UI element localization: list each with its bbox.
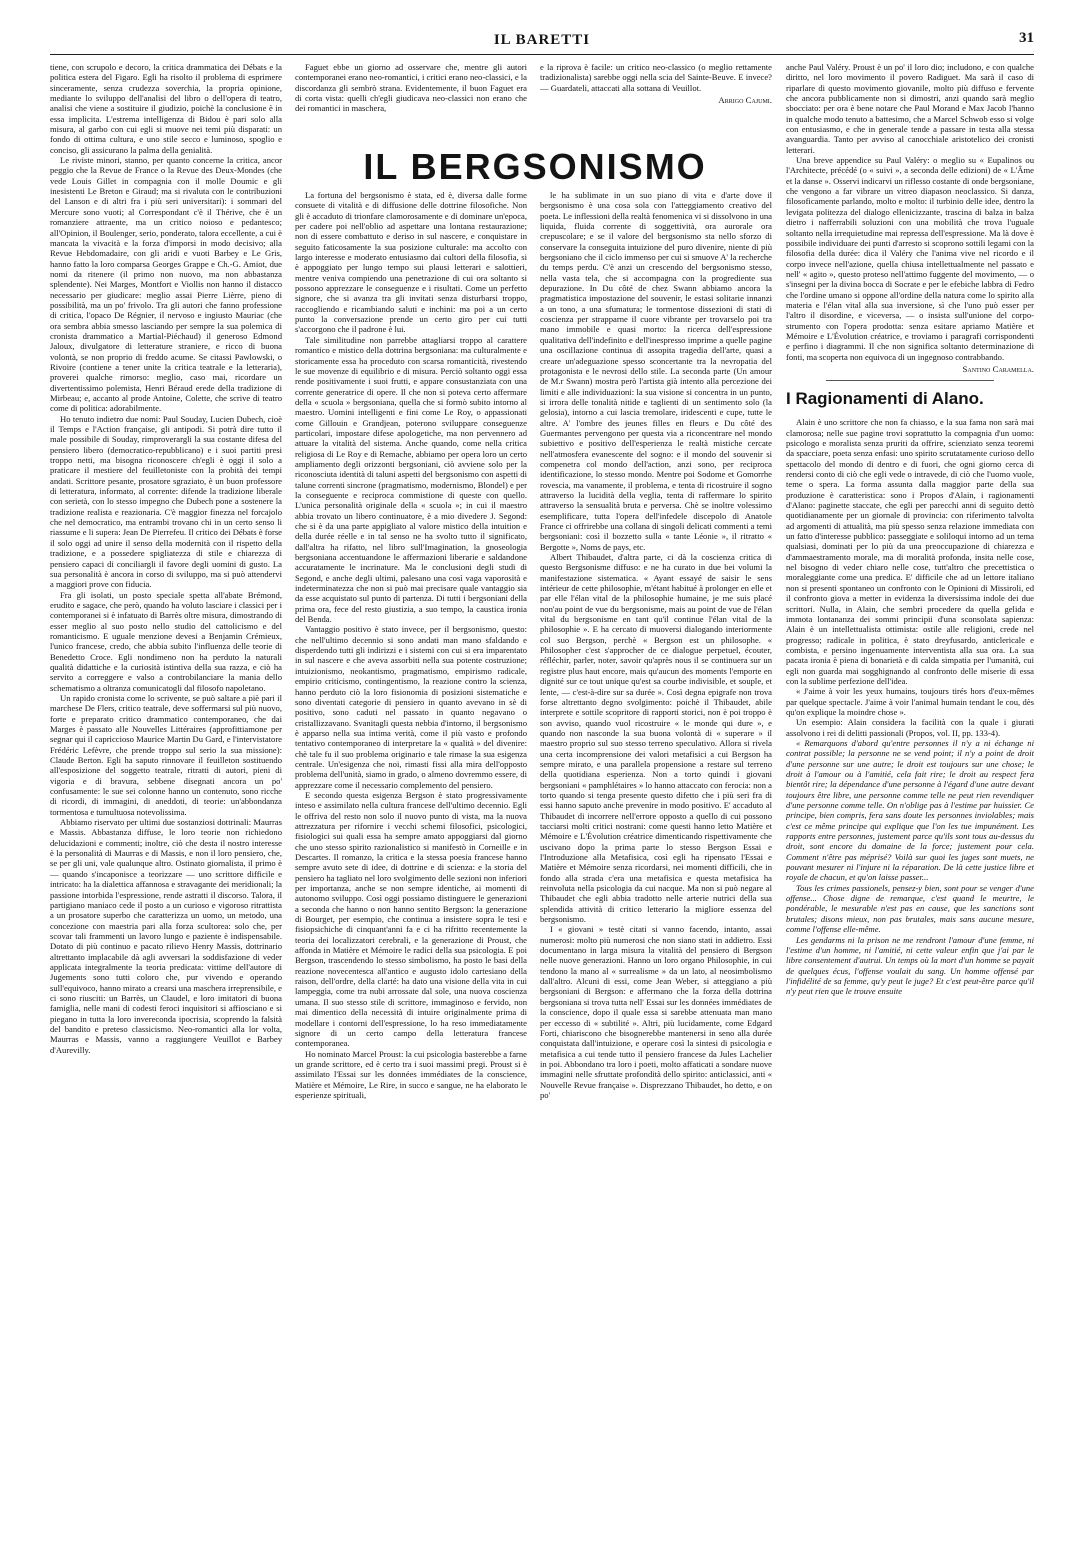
section-divider: [826, 380, 994, 381]
article-paragraph: E secondo questa esigenza Bergson è stato progressivamente inteso e assimilato nella cultura francese dell'ultimo decennio. Egli le offriva del resto non solo il nuovo punto di vista, ma la nuova attrezzatura per rifornire i vecchi schemi filosofici, psicologici, fisiologici sui quali essa ha sempre amato appoggiarsi dal giorno che uno stesso spirito razionalistico si manifestò in Corneille e in Descartes. Il romanzo, la critica e la stessa poesia francese hanno sempre avuto sete di idee, di dottrine e di scienza: e la storia del pensiero ha tagliato nel loro svolgimento delle sezioni non inferiori per importanza, anche se non sempre identiche, ai momenti di autonomo sviluppo. Così oggi possiamo distinguere le generazioni a seconda che hanno o non hanno sentito Bergson: la generazione di Bourget, per esempio, che continua a insistere sopra le tesi e fisiopsichiche di cinquant'anni fa e ci ha rifritto recentemente la teoria dei localizzatori cerebrali, e la generazione di Proust, che affonda in Matière et Mémoire le radici della sua psicologia. E poi Bergson, trascendendo lo stesso simbolismo, ha posto le basi della reazione novecentesca all'antico e augusto idolo cartesiano della raison, dell'ordre, della clarté: ha dato una visione della vita in cui lampeggia, come tra nubi arrossate dal sole, una nuova coscienza umana. Il suo stesso stile di scrittore, immaginoso e fervido, non mai dimentico della necessità di intuire originalmente prima di modellare i contorni dell'espressione, lo ha reso immediatamente signore di un certo campo della letteratura francese contemporanea.: [295, 789, 527, 1049]
bergsonismo-column-left: [295, 190, 527, 1524]
page-number: 31: [1019, 30, 1034, 46]
article-paragraph: Le riviste minori, stanno, per quanto concerne la critica, ancor peggio che la Revue de France o la Revue des Deux-Mondes (che vede Louis Gillet in compagnia con il molle Doumic e gli inesistenti Le Breton e Giraud; ma si rivaluta con le contribuzioni del Lanson e di altri fra i più seri universitari): i sommari del Mercure sono vuoti; al Correspondant c'è il Thérive, che è un romanziere attraente, ma un critico noioso e pedantesco; all'Opinion, il Boulenger, serio, ponderato, talora eccellente, a cui è mancata la vivacità e la forza d'imporsi in modo decisivo; alla Revue Hebdomadaire, con gli aridi e vuoti Barbey e Le Gris, hanno fatto la loro comparsa Georges Grappe e Ch.-G. Amiot, due nomi da ritenere (il primo non nuovo, ma non abbastanza splendente). Nei Marges, Montfort e Viollis non hanno il distacco necessario per giudicare: meglio assai Pierre Lièrre, pieno di possibilità, ma un po' frivolo. Tra gli autori che fanno professione di critica, l'opaco De Régnier, il nervoso e ingiusto Mauriac (che ora sembra abbia smesso lasciando per sempre la sua polemica di cronista drammatico a Martial-Piéchaud) il generoso Edmond Jaloux, divulgatore di letterature straniere, e ricco di buona volontà, se non proprio di freddo acume. Se citassi Pawlowski, o Rivoire (contiene a tener unite la critica teatrale e la letteraria), proverei qualche rimorso: meglio, caso mai, ricordare un divertentissimo polemista, Henri Béraud erede della tradizione di Mirbeau; e, accanto al prode Antoine, Colette, che scrive di teatro come di politica: adorabilmente.: [50, 155, 282, 414]
column-4: [786, 62, 1034, 1522]
column-3-top: [540, 62, 772, 146]
bergsonismo-column-right: [540, 190, 772, 1524]
article-paragraph: Una breve appendice su Paul Valéry: o meglio su « Eupalinos ou l'Architecte, précédé (o « suivi », a seconda delle edizioni) de « L'Âme et la danse ». Osservi indicarvi un riflesso costante di onde bergsoniane, che vengono a far vibrare un vitreo diapason neoclassico. Si danza, filosoficamente parlando, molto e molto: il turbinio delle idee, dentro la levigata politezza del dialogo ellenicizzante, trascina di balza in balza dietro i nafferrabili soluzioni con una mobilità che trova l'uguale soltanto nella irrequietudine mai repressa dell'espressione. Ma là dove è possibile individuare dei punti d'arresto si scoprono sottili legami con la filosofia della durée: dica il Valéry che l'anima vive nel ricordo e il corpo invece nell'azione, quella chiusa intellettualmente nel passato e nell' « agito », questo proteso nell'attimo fuggente del movimento, — o s'insegni per la divina bocca di Socrate e per le efebiche labbra di Fedro che l'ordine umano si oppone all'ordine della natura come lo spirito alla materia e l'élan vital alla sua inversione, sì che l'uno può esser per l'altro il disordine, e viceversa, — o insista sull'unione del corpo-strumento con l'opera prodotta: senza esitare apriamo Matière et Mémoire e L'Évolution créatrice, e troviamo i paragrafi corrispondenti e perfino i diagrammi. Il che non significa soltanto determinazione di fonti, ma scoperta non equivoca di un ingegnoso contrabbando.: [786, 155, 1034, 362]
page-header: [50, 30, 1034, 50]
column-1: [50, 62, 282, 1522]
quote-paragraph: Les gendarms ni la prison ne me rendront l'amour d'une femme, ni l'estime d'un homme, ni l'amitié, ni cette valeur enfin que j'ai par le libre consentement d'autrui. Un temps où la mort d'un homme se payait de quelques écus, l'offense voulait du sang. Un homme offensé par l'infidélité de sa femme, qu'y peut le juge? Et c'est peut-être parce qu'il n'y peut rien que le trouve ensuite: [786, 934, 1034, 997]
quote-paragraph: « J'aime à voir les yeux humains, toujours tirés hors d'eux-mêmes par quelque spectacle. J'aime à voir l'animal humain tendant le cou, dès qu'on explique la moindre chose ».: [786, 686, 1034, 717]
article-paragraph: tiene, con scrupolo e decoro, la critica drammatica dei Débats e la politica estera del Figaro. Egli ha risolto il problema di esprimere sinceramente, senza crudezza soverchia, la propria opinione, mediante lo sviluppo dell'analisi del libro o dell'opera di teatro, analisi che viene a sostituire il giudizio, poichè la conclusione è in essa implicita. L'estrema intelligenza di Bidou è pari solo alla misura, al garbo con cui egli si muove nei temi più disparati: un fondo di ottima cultura, e uno stile secco e luminoso, spoglio e conciso, gli assicurano la palma della genialità.: [50, 62, 282, 155]
header-rule: [50, 54, 1034, 55]
article-paragraph: e la riprova è facile: un critico neo-classico (o meglio rettamente tradizionalista) sarebbe oggi nella scia del Sainte-Beuve. E invece? — Guardateli, attaccati alla sottana di Veuillot.: [540, 62, 772, 93]
article-paragraph: Fra gli isolati, un posto speciale spetta all'abate Brémond, erudito e sagace, che però, quando ha voluto lasciare i classici per i contemporanei si è infatuato di Barrès oltre misura, dimostrando di esser meglio al suo posto nello studio del cattolicismo e del romanticismo. E uguale menzione devesi a Benjamin Crémieux, l'unico francese, credo, che abbia subito l'influenza delle teorie di Benedetto Croce. Egli nondimeno non ha perduto la naturali qualità didattiche e la curiosità istintiva della sua razza, e ciò ha servito a correggere e valso a controbilanciare la mania dello schematismo a oltranza comunicatogli dal filosofo napoletano.: [50, 589, 282, 693]
column-2-top: [295, 62, 527, 146]
quote-paragraph: « Remarquons d'abord qu'entre personnes il n'y a ni échange ni contrat possible; la personne ne se vend point; il n'y a point de droit d'une personne sur une autre; le droit est toujours sur une chose; le droit à l'amour ou à l'amitié, cela fait rire; le droit au respect fera bientôt rire; la dépendance d'une personne à l'égard d'une autre devant toujours être libre, une personne comme telle ne peut rien revendiquer d'une personne comme telle. On n'oblige pas à l'estime par huissier. Ce principe, bien compris, fera sans doute les personnes inviolables; mais c'est ce même principe qui explique que l'on les tue impunément. Les rapports entre personnes, justement parce qu'ils sont tous au-dessus du droit, sont encore du domaine de la force; justement pour cela. Comment n'être pas méprisé? Voilà sur quoi les juges sont muets, ne pouvant mesurer ni l'injure ni la réparation. De là cette justice libre et royale de chacun, et qu'on laisse passer...: [786, 737, 1034, 883]
bergsonismo-title: IL BERGSONISMO: [363, 146, 707, 187]
article-paragraph: le ha sublimate in un suo piano di vita e d'arte dove il bergsonismo è una cosa sola con l'atteggiamento creativo del poeta. Le inflessioni della realtà fenomenica vi si dissolvono in una liquida, fluida corrente di soggettività, ora aurorale ora crepuscolare; e se il valore del bergsonismo sta nello sforzo di conservare la conseguita intuizione del puro divenire, niente di più bergsoniano che il ciclo immenso per cui si smuove A' la recherche du temps perdu. C'è anzi un crescendo del bergsonismo stesso, nella vasta tela, che si accompagna con la progrediente sua depurazione. In Du côté de chez Swann abbiamo ancora la pragmatistica impostazione del souvenir, le estasi solitarie innanzi a un tono, a una sfumatura; le tormentose dissezioni di stati di coscienza per strapparne il cuore vibrante per trovarselo poi tra mano immobile e quasi morto: la ricerca dell'espressione qualitativa dell'indefinito e dell'inespresso imprime a quelle pagine una oscillazione continua di assopita tragedia dell'arte, quasi a creare un'adeguazione spesso sconcertante tra la nevropatia del protagonista e le nevrosi dello stile. La seconda parte (Un amour de M.r Swann) mostra però l'artista già intento alla percezione dei limiti e alle individuazioni: la sua visione si concentra in un punto, si irrora delle tonalità nitide e taglienti di un sentimento solo (la gelosia), intorno a cui lascia tremolare, iridescenti e cupe, tutte le altre. A' l'ombre des jeunes filles en fleurs e Du côté des Guermantes pervengono per questa via a riconcentrare nel mondo subiettivo e positivo dell'esperienza le realtà mistiche cercate nell'atmosfera evanescente del sogno: e il mondo del souvenir si compenetra col mondo dell'action, anzi sono, per reciproca identificazione, lo stesso mondo. Mentre poi Sodome et Gomorrhe rovescia, ma vanamente, il problema, e tenta di ricostruire il sogno attraverso la lucidità della veglia, tenta di raffermare lo spirito attraverso la sensualità bruta e perversa. Chè se inoltre volessimo esemplificare, tutta l'opera dell'infedele discepolo di Anatole France ci offrirebbe una collana di singoli delicati commenti a temi bergsoniani: così il bozzetto sulla « tante Léonie », il ritratto « Bergotte », Noms de pays, etc.: [540, 190, 772, 552]
article-paragraph: Vantaggio positivo è stato invece, per il bergsonismo, questo: che nell'ultimo decennio si sono andati man mano sfaldando e disperdendo tutti gli indirizzi e i sistemi con cui si era imparentato in sul nascere e che aveva assorbiti nella sua potente costruzione; intuizionismo, neokantismo, pragmatismo, empirismo radicale, empirio criticismo, contingentismo, la reazione contro la scienza, hanno perduto ciò la loro fisionomia di posizioni sistematiche e sono diventati categorie di pensiero in quanto avevano in sè di positivo, sono caduti nel passato in quanto negavano o cristallizzavano. Svanitagli questa nebbia d'intorno, il bergsonismo è apparso nella sua intima verità, come il più vasto e profondo tentativo contemporaneo di interpretare la « qualità » del divenire: chè tale fu il suo problema originario e tale rimase la sua esigenza centrale. Un'esigenza che noi, rimasti fissi alla mira dell'opposto problema dell'unità, siamo in grado, o almeno dovremmo essere, di apprezzare come il necessario complemento del pensiero.: [295, 624, 527, 790]
article-paragraph: Tale similitudine non parrebbe attagliarsi troppo al carattere romantico e mistico della dottrina bergsoniana: ma culturalmente e storicamente essa ha proceduto con scarsa romanticità, rivestendo le sue movenze di equilibrio e di misura. Perciò soltanto oggi essa rende positivamente i suoi frutti, e appare consustanziata con una corrente generatrice di opere. Il che non si poteva certo affermare della « scuola » bergsoniana, quella che si formò subito intorno al maestro. Uomini intelligenti e fini come Le Roy, o appassionati come Gillouin e Grandjean, poterono sviluppare conseguenze particolari, impostare difese apologetiche, ma non pervennero ad attuare la vitalità del sistema. Anche quando, come nella critica religiosa di Le Roy e di Remache, abbiamo per opera loro un certo ampliamento degli orizzonti bergsoniani, ciò avviene solo per la riconosciuta identità di taluni aspetti del bergsonismo con aspetti di talune correnti sincrone (pragmatismo, modernismo, Blondel) e per la conseguente e reciproca commistione di queste con quello. L'unica personalità originale della « scuola »; in cui il maestro abbia trovato un libero continuatore, è a mio divedere J. Segond: che si è da una parte appigliato al valore mistico della intuition e della durée réelle e in tal senso ne ha svolto tutto il significato, dall'altra ha rifatto, nel libro sull'Imagination, la gnoseologia bergsoniana accentuandone le affermazioni liberarie e saldandone accuratamente le incrinature. Ma le conclusioni degli studi di Segond, e anche degli ultimi, palesano una così vaga vaporosità e indeterminatezza che non si può mai precisare quale vantaggio sia da esse acquistato sul punto di partenza. Di tutti i bergsoniani della prima ora, fece del resto giustizia, a suo tempo, la caustica ironia del Benda.: [295, 334, 527, 625]
article-paragraph: Alain è uno scrittore che non fa chiasso, e la sua fama non sarà mai clamorosa; nelle sue pagine trovi soprattutto la compagnia d'un uomo: psicologo e moralista senza pruriti da offrire, scienziato senza teoremi da spacciare, poeta senza enfasi: uno spirito scrutatamente curioso dello spettacolo del mondo di dentro e di fuori, che ogni giorno cerca di rendersi conto di ciò che egli vede o intravede, di ciò che l'uomo vuole, teme o spera. La forma assunta dalla maggior parte della sua produzione è caratteristica: sono i Propos d'Alain, i ragionamenti d'Alano: paginette staccate, che egli per parecchi anni di seguito dettò quotidianamente per un giornale di provincia: con riferimento talvolta ad argomenti di attualità, ma più spesso senza relazione immediata con un fatto d'interesse pubblico: passeggiate e soliloqui intorno ad un tema qualsiasi, dominati per lo più da una preoccupazione di chiarezza e d'ammaestramento morale, ma di moralità profonda, insita nelle cose, nel bisogno di veder chiaro nelle cose, tutt'altro che precettistica o moraleggiante come una predica. E' difficile che ad un lettore italiano non si presenti spontaneo un confronto con le Opinioni di Missiroli, ed il confronto giova a metter in evidenza la diversissima indole dei due scrittori. Nulla, in Alain, che sembri procedere da quella gelida e immota lontananza dei sommi principii d'una sconsolata sapienza: Alain è un intellettualista ottimista: ostile alle religioni, crede nel progresso; radicale in politica, è stato dreyfusardo, anticlericale e combista, e persino ingenuamente interventista alla sua ora. La sua pacata ironia è piena di bonarietà e di calda simpatia per l'umanità, cui egli non guarda mai sogghignando al confronto delle miserie di essa con la sublime perfezione dell'idea.: [786, 417, 1034, 686]
author-signature: Santino Caramella.: [962, 363, 1034, 374]
article-paragraph: Albert Thibaudet, d'altra parte, ci dà la coscienza critica di questo Bergsonisme diffuso: e ne ha curato in due bei volumi la manifestazione sistematica. « Ayant essayé de saisir le sens intérieur de cette philosophie, m'étant habitué à prolonger en elle et par elle l'élan vital de la philosophie humaine, je me suis placé non'au point de vue du bergsonisme, mais au point de vue de l'élan vital du bergsonisme en tant qu'il continue l'élan vital de la philosophie ». E ha cercato di muoversi dialogando interiormente col suo Bergson, perchè « Bergson est un philosophe. « Philosopher c'est s'approcher de ce dialogue perpetuel, écouter, réfléchir, parler, noter, savoir qu'après nous il se continuera sur un registre plus haut encore, mais qu'aucun des moments l'emporte en dignité sur ce tout unique qu'est sa courbe indivisible, et souple, et lente, — c'est-à-dire sur sa durée ». Così degna epigrafe non trova forse altrettanto degno svolgimento: poichè il Thibaudet, abile interprete e sottile scopritore di rapporti storici, non è poi troppo è son avviso, quando vuol ricostruire « le monde qui dure », e quando non nasconde la sua buona volontà di « superare » il maestro proprio sul suo stesso terreno speculativo. Allora si rivela una certa incomprensione dei valori metafisici a cui Bergson ha sempre mirato, e una parallela propensione a restare sul terreno della quotidiana esperienza. Non a torto quindi i giovani bergsoniani « pamphlétaires » lo hanno attaccato con ferocia: non a torto quando si tenga presente questo difetto che i più seri fra di essi hanno saputo anche prevenire in modo positivo. E' accaduto al Thibaudet di incorrere nell'errore opposto a quello di cui possono tacciarsi molti critici nostrani: come questi hanno letto Matière et Mémoire e L'Évolution créatrice dimenticando rispettivamente che uscivano dopo la prima parte lo stesso Bergson Essai e l'Introduzione alla Metafisica, così egli ha ripensato l'Essai e Matière et Mémoire senza ricordarsi, nei momenti difficili, che in fondo alla strada c'era una metafisica e questa metafisica ha reinvoluta nella psicologia da cui nacque. Ma non si può negare al Thibaudet che egli abbia tradotto nelle arterie nutrici della sua splendida attività di critico letterario la migliore essenza del bergsonismo.: [540, 552, 772, 925]
article-paragraph: Ho nominato Marcel Proust: la cui psicologia basterebbe a farne un grande scrittore, ed è certo tra i suoi massimi pregi. Proust si è assimilato l'Essai sur les données immédiates de la conscience, Matière et Mémoire, Le Rire, in succo e sangue, ne ha elaborato le esperienze spirituali,: [295, 1048, 527, 1100]
article-paragraph: anche Paul Valéry. Proust è un po' il loro dio; includono, e con qualche diritto, nel loro movimento il povero Radiguet. Ma sarà il caso di riparlare di questo movimento giovanile, molto più diffuso e fervente che ancora pubblicamente non si dimostri, anzi quando sarà meglio sbocciato: per ora è bene notare che Paul Morand e Max Jacob l'hanno in qualche modo tenuto a battesimo, che a Marcel Schwob esso si volge con entusiasmo, e che in generale tende a passare in testa alla stessa avanguardia. Tanto per avviso al canocchiale aristotelico dei cronisti letterari.: [786, 62, 1034, 155]
article-paragraph: Un rapido cronista come lo scrivente, se può saltare a piè pari il marchese De Flers, critico teatrale, deve soffermarsi sul più nuovo, forte e preparato critico drammatico contemporaneo, che dai Marges è passato alle Nouvelles Littéraires (approfittiamone per segnar qui il capriccioso Maurice Martin Du Gard, e l'intervistatore Frédéric Lefèvre, che prende troppo sul serio la sua missione): Claude Berton. Egli ha saputo rinnovare il feuilleton sostituendo all'esposizione del soggetto teatrale, ritratti di autori, pieni di vigoria e di bravura, sebbene disegnati ancora un po' confusamente: le sue sei colonne hanno un contenuto, sono ricche di ricordi, di immagini, di aneddoti, di teorie: un'abbondanza tormentosa e tumultuosa notevolissima.: [50, 692, 282, 817]
author-signature: Arrigo Cajumi.: [718, 95, 772, 106]
article-paragraph: Ho tenuto indietro due nomi: Paul Souday, Lucien Dubech, cioè il Temps e l'Action française, gli antipodi. Si potrà dire tutto il male possibile di Souday, rimproverargli la sua costante difesa del pensiero libero (democratico-repubblicano) e i suoi partiti presi troppo netti, ma bisogna riconoscere ch'egli è oggi il solo a praticare il mestiere del feuilletoniste con la probità dei tempi andati. Scrittore pesante, prosatore sgraziato, è un buon professore di letteratura, informato, al corrente: difende la tradizione liberale con serietà, con lo stesso impegno che Dubech pone a sostenere la tradizione realista e reazionaria. C'è maggior finezza nel forcajolo che nel democratico, ma entrambi trovano chi in un certo senso li riassume e li supera: Jean De Pierrefeu. Il critico dei Débats è forse il solo oggi ad unire il senso della modernità con il rispetto della tradizione, e a possedere spigliatezza di stile e chiarezza di pensiero capaci di conciliargli il favore degli uomini di gusto. La sua personalità è ancora in corso di sviluppo, ma si può attendervi a maggiori prove con fiducia.: [50, 413, 282, 590]
article-paragraph: Faguet ebbe un giorno ad osservare che, mentre gli autori contemporanei erano neo-romantici, i critici erano neo-classici, e la discordanza gli sembrò strana. Evidentemente, il buon Faguet era di corta vista: quelli ch'egli giudicava neo-classici non erano che dei romantici in maschera,: [295, 62, 527, 114]
article-paragraph: Un esempio: Alain considera la facilità con la quale i giurati assolvono i rei di delitti passionali (Propos, vol. II, pp. 133-4).: [786, 717, 1034, 738]
masthead: IL BARETTI: [493, 32, 591, 48]
quote-paragraph: Tous les crimes passionels, pensez-y bien, sont pour se venger d'une offense... Chose digne de remarque, c'est quand le meurtre, le pondérable, le mesurable n'est pas en cause, que les sanctions sont brutales; disons mieux, non pas brutales, mais sans aucune mesure, comme l'offense elle-même.: [786, 882, 1034, 935]
article-paragraph: Abbiamo riservato per ultimi due sostanziosi dottrinali: Maurras e Massis. Abbastanza diffuse, le loro teorie non richiedono delucidazioni e commenti; inoltre, ciò che desta il nostro interesse è la personalità di Maurras e di Massis, e non il loro pensiero, che, se per gli uni, vale qualunque altro. Ostinato giornalista, il primo è — quando s'incaponisce a teorizzare — uno scrittore difficile e intricato: ha la dialettica affannosa e stravagante dei meridionali; la passione intorbida l'espressione, rende astratti il discorso. Talora, il partigiano maniaco cede il posto a un curioso e vigoroso ritrattista a un prosatore superbo che caratterizza un uomo, un metodo, una concezione con maestria pari alla forza scultorea: solo che, per scovar tali frammenti un lavoro lungo e paziente è indispensabile. Dotato di più continuo e pacato rilievo Henry Massis, dottrinario altrettanto implacabile dà agli avversari la soddisfazione di veder applicata integralmente la teoria predicata: vittime dell'autore di Jugements sono tutti coloro che, pur vivendo e operando sull'equivoco, hanno mirato a crearsi una maschera irreprensibile, e ci sono riusciti: un Barrès, un Claudel, e loro imitatori di buona famiglia, nelle mani di codesti feroci inquisitori si affiosciano e si piegano in tutta la loro invereconda ipocrisia, scoprendo la falsità del bandito e preteso classicismo. Neo-romantici alla lor volta, Maurras e Massis, vanno a raggiungere Veuillot e Barbey d'Aurevilly.: [50, 817, 282, 1055]
alano-title: I Ragionamenti di Alano.: [786, 389, 984, 409]
article-paragraph: I « giovani » testè citati si vanno facendo, intanto, assai numerosi: molto più numerosi che non siano stati in addietro. Essi documentano in larga misura la vitalità del pensiero di Bergson nelle nuove generazioni. Hanno un loro organo Philosophie, in cui tendono la mano al « surrealisme » da un lato, al neosimbolismo dall'altro. Alcuni di essi, come Jean Weber, si atteggiano a più bergsoniani di Bergson: e affermano che la forza della dottrina bergsoniana si trova tutta nell' Essai sur les données immédiates de la conscience, dopo il quale essa si sarebbe attenuata man mano per eccesso di « subtilité ». Altri, più lucidamente, come Edgard Forti, chiariscono che bisognerebbe mantenersi in seno alla durée conquistata dall'intuizione, e operare così la sintesi di psicologia e metafisica a cui tende tutto il pensiero francese da Jules Lachelier in poi. Abbondano tra loro i poeti, molto affaticati a sondare nuove immagini nelle sfruttate profondità dello spirito: anticlassici, anti « Nouvelle Revue française ». Disprezzano Thibaudet, ho detto, e on po': [540, 924, 772, 1100]
article-paragraph: La fortuna del bergsonismo è stata, ed è, diversa dalle forme consuete di vitalità e di diffusione delle dottrine filosofiche. Non gli è accaduto di trionfare clamorosamente e di dominare un'epoca, per cadere poi nell'oblio ad aspettare una lontana restaurazione; non di essere combattuto e deriso in sul nascere, e conquistare in seguito faticosamente la sua posizione culturale: ma accolto con largo interesse e moderato entusiasmo dai cultori della filosofia, si è appoggiato per lungo tempo sui plausi letterari e salottieri, mentre veniva compiendo una penetrazione di cui ora soltanto si possono apprezzare le conseguenze e i risultati. Come un perfetto signore, che si avanza tra gli invitati senza disturbarsi troppo, raccogliendo e ricambiando saluti e inchini: ma poi a un certo punto la conversazione prende un certo giro per cui tutti s'accorgono che il padrone è lui.: [295, 190, 527, 335]
